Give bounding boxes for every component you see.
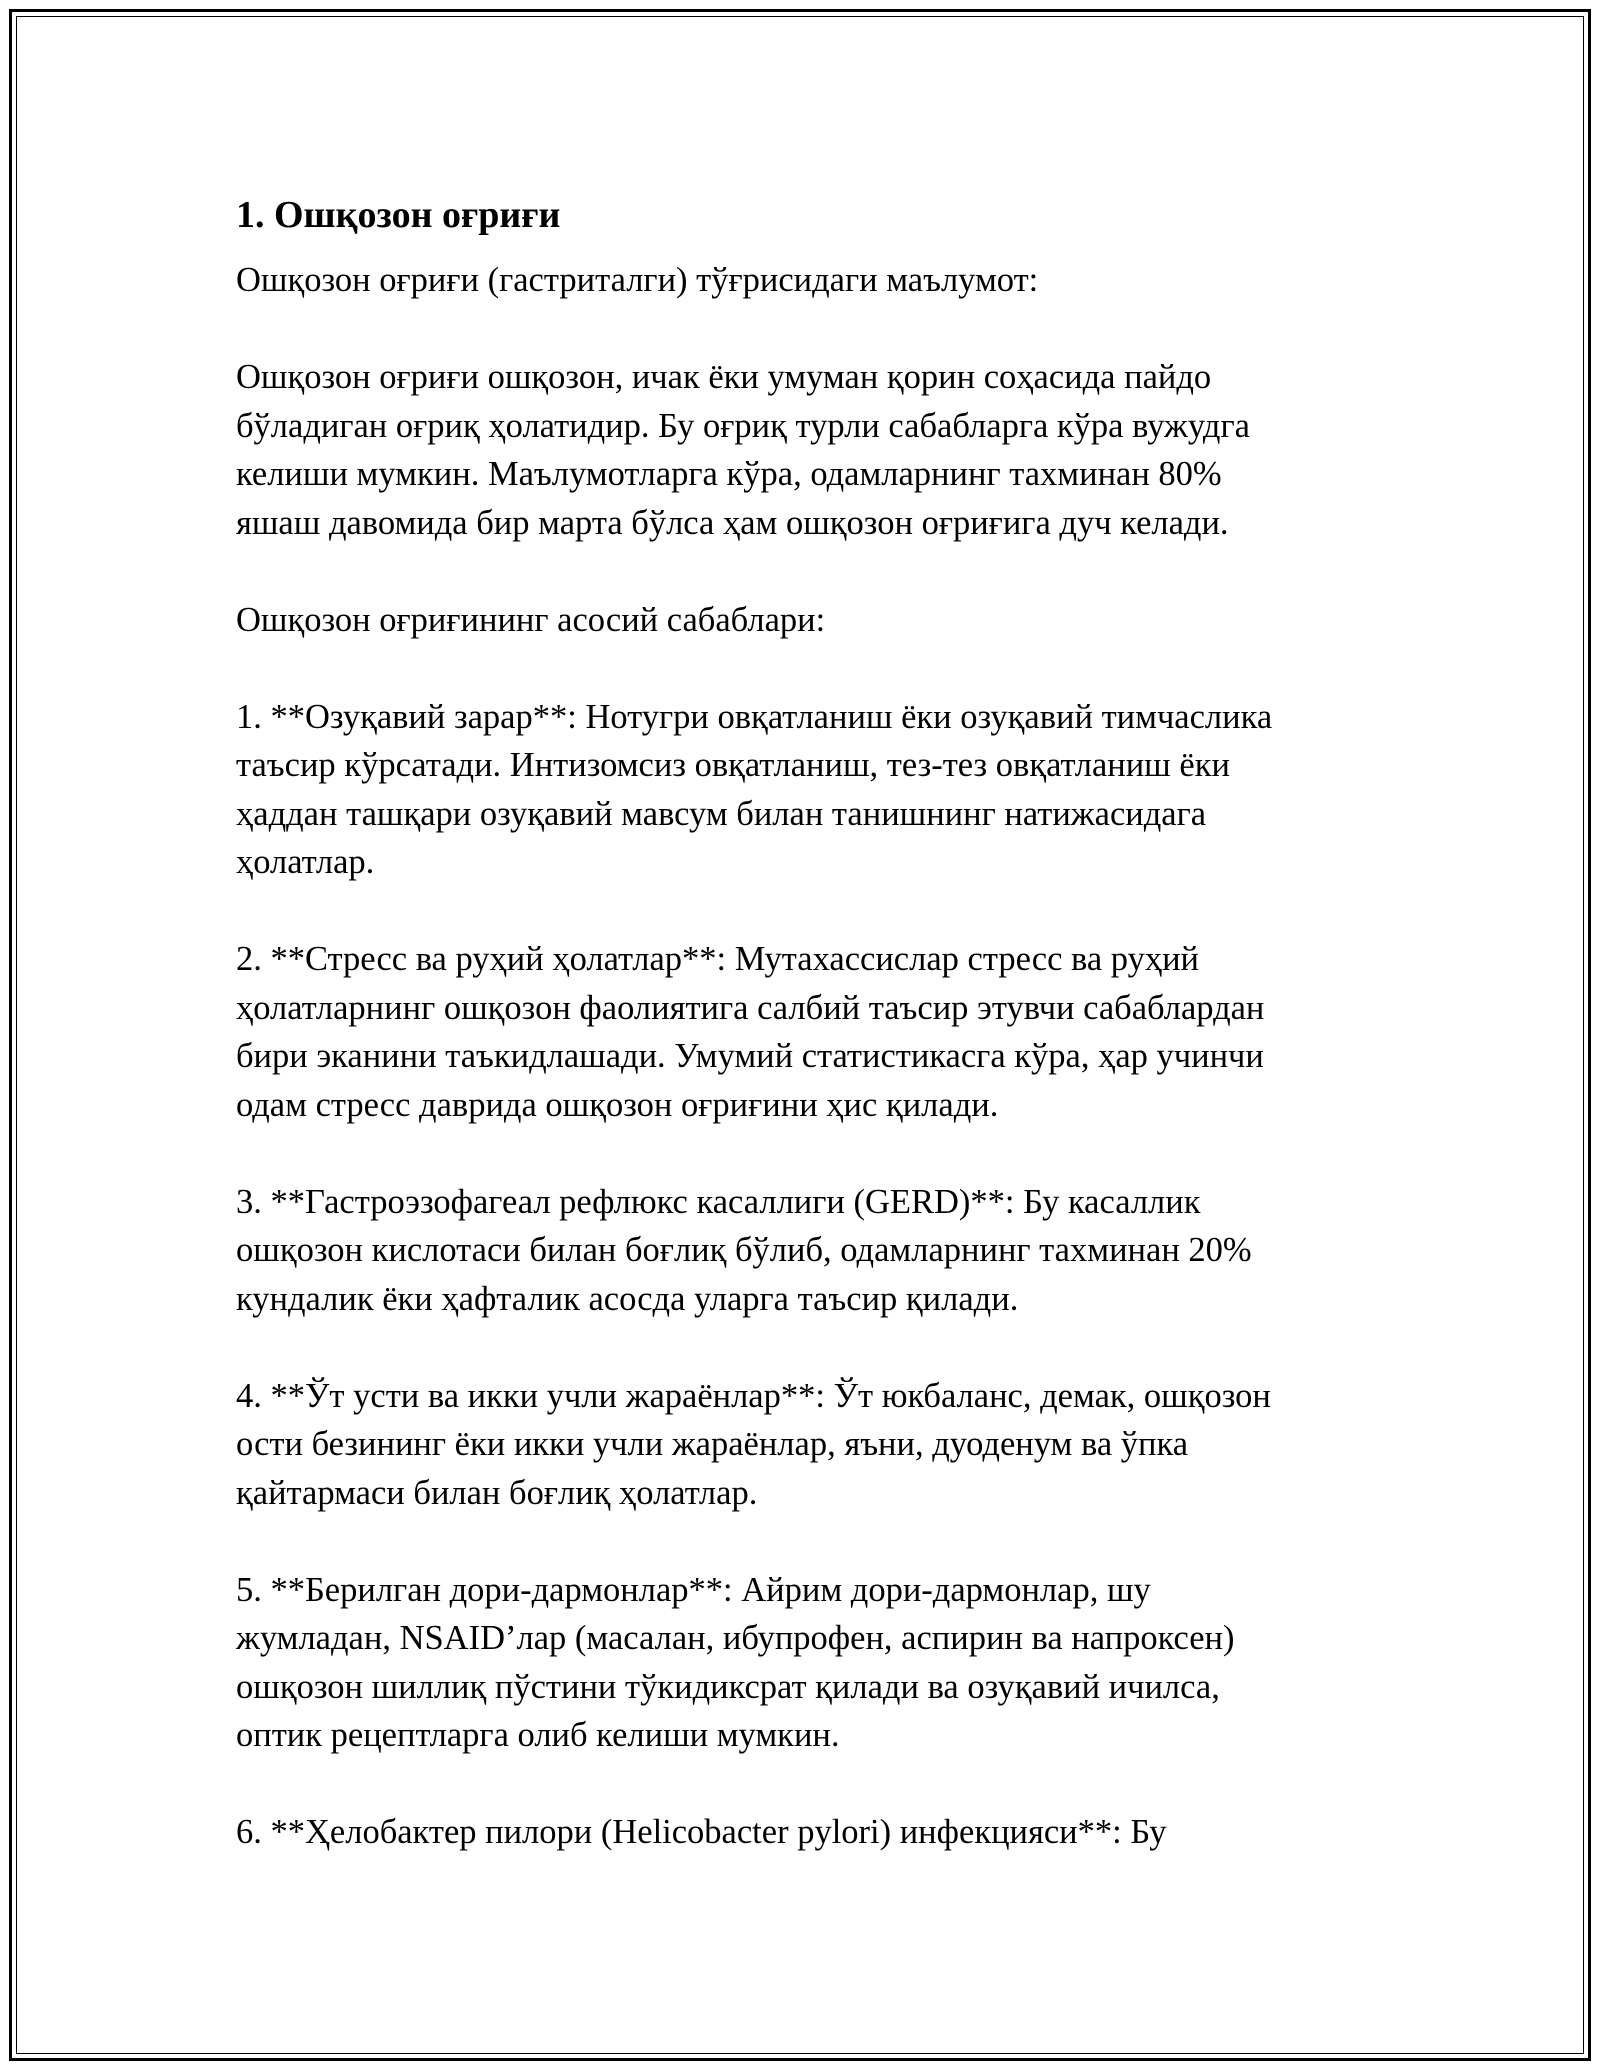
document-body [236, 184, 1386, 1857]
list-item-cause-3: 3. **Гастроэзофагеал рефлюкс касаллиги (GERD)**: Бу касаллик ошқозон кислотаси билан боғлиқ бўлиб, одамларнинг тахминан 20% кундалик ёки ҳафталик асосда уларга таъсир қилади. [236, 1182, 1252, 1318]
list-item-cause-4: 4. **Ўт усти ва икки учли жараёнлар**: Ўт юкбаланс, демак, ошқозон ости безининг ёки икки учли жараёнлар, яъни, дуоденум ва ўпка қайтармаси билан боғлиқ ҳолатлар. [236, 1376, 1271, 1512]
list-item-cause-1: 1. **Озуқавий зарар**: Нотугри овқатланиш ёки озуқавий тимчаслика таъсир кўрсатади. Интизомсиз овқатланиш, тез-тез овқатланиш ёки ҳаддан ташқари озуқавий мавсум билан танишнинг натижасидага ҳолатлар. [236, 697, 1273, 881]
intro-line: Ошқозон оғриғи (гастриталги) тўғрисидаги маълумот: [236, 261, 1039, 299]
paragraph-causes-heading: Ошқозон оғриғининг асосий сабаблари: [236, 600, 826, 639]
document-title: 1. Ошқозон оғриғи [236, 194, 561, 236]
paragraph-overview: Ошқозон оғриғи ошқозон, ичак ёки умуман қорин соҳасида пайдо бўладиган оғриқ ҳолатидир. Бу оғриқ турли сабабларга кўра вужудга келиши мумкин. Маълумотларга кўра, одамларнинг тахминан 80% яшаш давомида бир марта бўлса ҳам ошқозон оғриғига дуч келади. [236, 358, 1250, 542]
list-item-cause-6: 6. **Ҳелобактер пилори (Helicobacter pylori) инфекцияси**: Бу [236, 1813, 1167, 1851]
list-item-cause-2: 2. **Стресс ва руҳий ҳолатлар**: Мутахассислар стресс ва руҳий ҳолатларнинг ошқозон фаолиятига салбий таъсир этувчи сабаблардан бири эканини таъкидлашади. Умумий статистикасга кўра, ҳар учинчи одам стресс даврида ошқозон оғриғини ҳис қилади. [236, 940, 1265, 1124]
list-item-cause-5: 5. **Берилган дори-дармонлар**: Айрим дори-дармонлар, шу жумладан, NSAID’лар (масалан, ибупрофен, аспирин ва напроксен) ошқозон шиллиқ пўстини тўкидиксрат қилади ва озуқавий ичилса, оптик рецептларга олиб келиши мумкин. [236, 1570, 1235, 1754]
